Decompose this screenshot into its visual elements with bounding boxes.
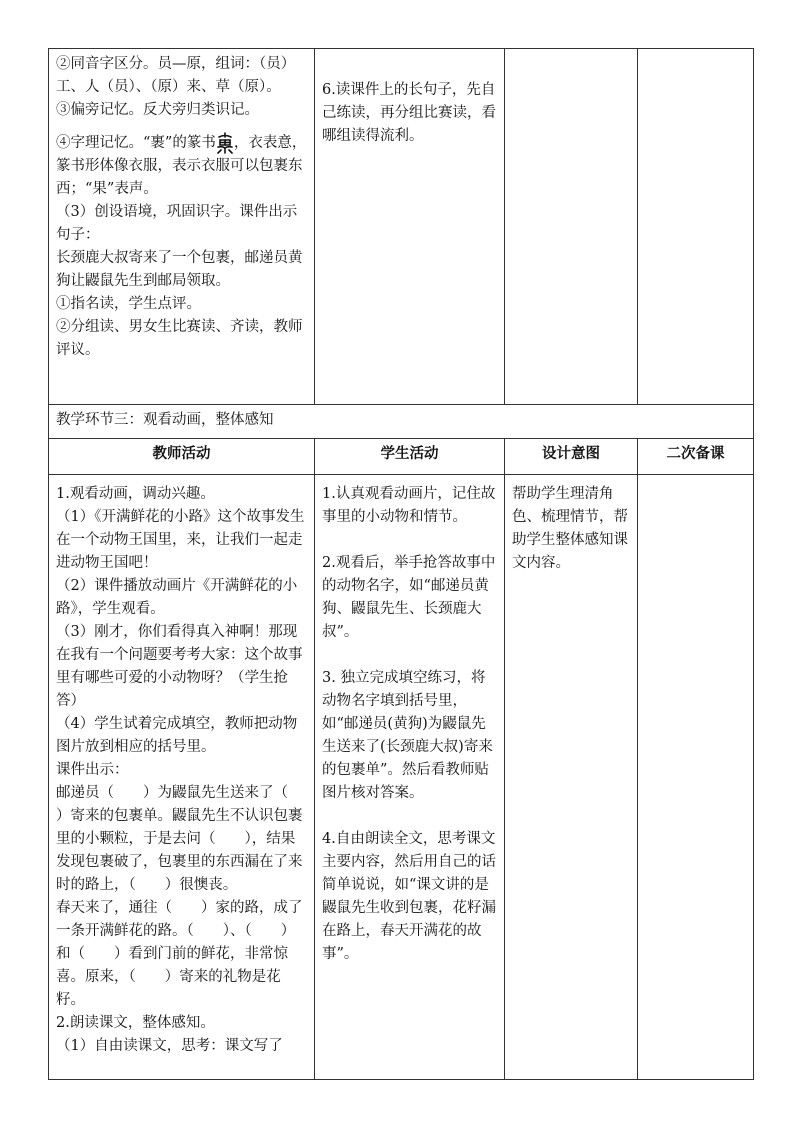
teacher-line: ②分组读、男女生比赛读、齐读，教师评议。 [56, 319, 303, 358]
top-teacher-cell [49, 49, 315, 405]
top-backup-cell [638, 49, 754, 405]
teacher-line-part: ④字理记忆。“裹”的篆书 [56, 135, 216, 151]
teacher-line: （4）学生试着完成填空，教师把动物图片放到相应的括号里。 [56, 716, 298, 755]
header-second-prep: 二次备课 [638, 439, 754, 475]
top-design-cell [505, 49, 638, 405]
teacher-line: 邮递员（ ）为鼹鼠先生送来了（ ）寄来的包裹单。鼹鼠先生不认识包裹里的小颗粒，于是去问（ ），结果发现包裹破了，包裹里的东西漏在了来时的路上，（ ）很懊丧。 [56, 785, 317, 893]
teacher-line: 春天来了，通往（ ）家的路，成了一条开满鲜花的路。（ ）、（ ）和（ ）看到门前的鲜花，非常惊喜。原来，（ ）寄来的礼物是花籽。 [56, 900, 303, 1008]
teacher-line: （1）《开满鲜花的小路》这个故事发生在一个动物王国里，来，让我们一起走进动物王国吧！ [56, 509, 305, 571]
section-title: 教学环节三：观看动画，整体感知 [49, 405, 754, 439]
top-row [49, 49, 754, 405]
student-item: 3. 独立完成填空练习，将动物名字填到括号里，如“邮递员(黄狗)为鼹鼠先生送来了(长颈鹿大叔)寄来的包裹单”。然后看教师贴图片核对答案。 [322, 670, 493, 801]
teacher-line: 1.观看动画，调动兴趣。 [56, 486, 215, 502]
teacher-line: ①指名读，学生点评。 [56, 296, 201, 312]
teacher-line: （3）刚才，你们看得真入神啊！那现在我有一个问题要考考大家：这个故事里有哪些可爱的小动物呀？（学生抢答） [56, 624, 303, 709]
teacher-line: ②同音字区分。员—原，组词：（员）工、人（员）、（原）来、草（原）。 [56, 56, 296, 95]
main-design-cell [505, 475, 638, 1080]
main-teacher-cell [49, 475, 315, 1080]
header-student-activity: 学生活动 [315, 439, 505, 475]
teacher-line-part: ，衣表意，篆书形体像衣服，表示衣服可以包裹东西；“果”表声。 [56, 135, 307, 197]
teacher-line: 课件出示： [56, 762, 129, 778]
student-item: 6.读课件上的长句子，先自己练读，再分组比赛读，看哪组读得流利。 [322, 82, 496, 144]
main-student-cell [315, 475, 505, 1080]
student-item: 1.认真观看动画片，记住故事里的小动物和情节。 [322, 486, 496, 525]
teacher-line: 2.朗读课文，整体感知。 [56, 1015, 215, 1031]
header-row [49, 439, 754, 475]
teacher-line: 长颈鹿大叔寄来了一个包裹，邮递员黄狗让鼹鼠先生到邮局领取。 [56, 250, 303, 289]
header-design-intent: 设计意图 [505, 439, 638, 475]
teacher-line: （2）课件播放动画片《开满鲜花的小路》，学生观看。 [56, 578, 298, 617]
main-row [49, 475, 754, 1080]
lesson-plan-table [48, 48, 754, 1080]
student-item: 2.观看后，举手抢答故事中的动物名字，如“邮递员黄狗、鼹鼠先生、长颈鹿大叔”。 [322, 555, 496, 640]
teacher-line: （1）自由读课文，思考：课文写了 [56, 1038, 283, 1054]
top-student-cell [315, 49, 505, 405]
student-item: 4.自由朗读全文，思考课文主要内容，然后用自己的话简单说说，如“课文讲的是鼹鼠先生收到包裹，花籽漏在路上，春天开满花的故事”。 [322, 831, 496, 962]
teacher-line [56, 132, 307, 201]
section-row [49, 405, 754, 439]
teacher-line: ③偏旁记忆。反犬旁归类识记。 [56, 102, 259, 118]
teacher-line: （3）创设语境，巩固识字。课件出示句子： [56, 204, 298, 243]
header-teacher-activity: 教师活动 [49, 439, 315, 475]
main-backup-cell [638, 475, 754, 1080]
seal-script-guo-glyph [216, 132, 234, 154]
design-intent-text: 帮助学生理清角色、梳理情节，帮助学生整体感知课文内容。 [512, 486, 628, 571]
